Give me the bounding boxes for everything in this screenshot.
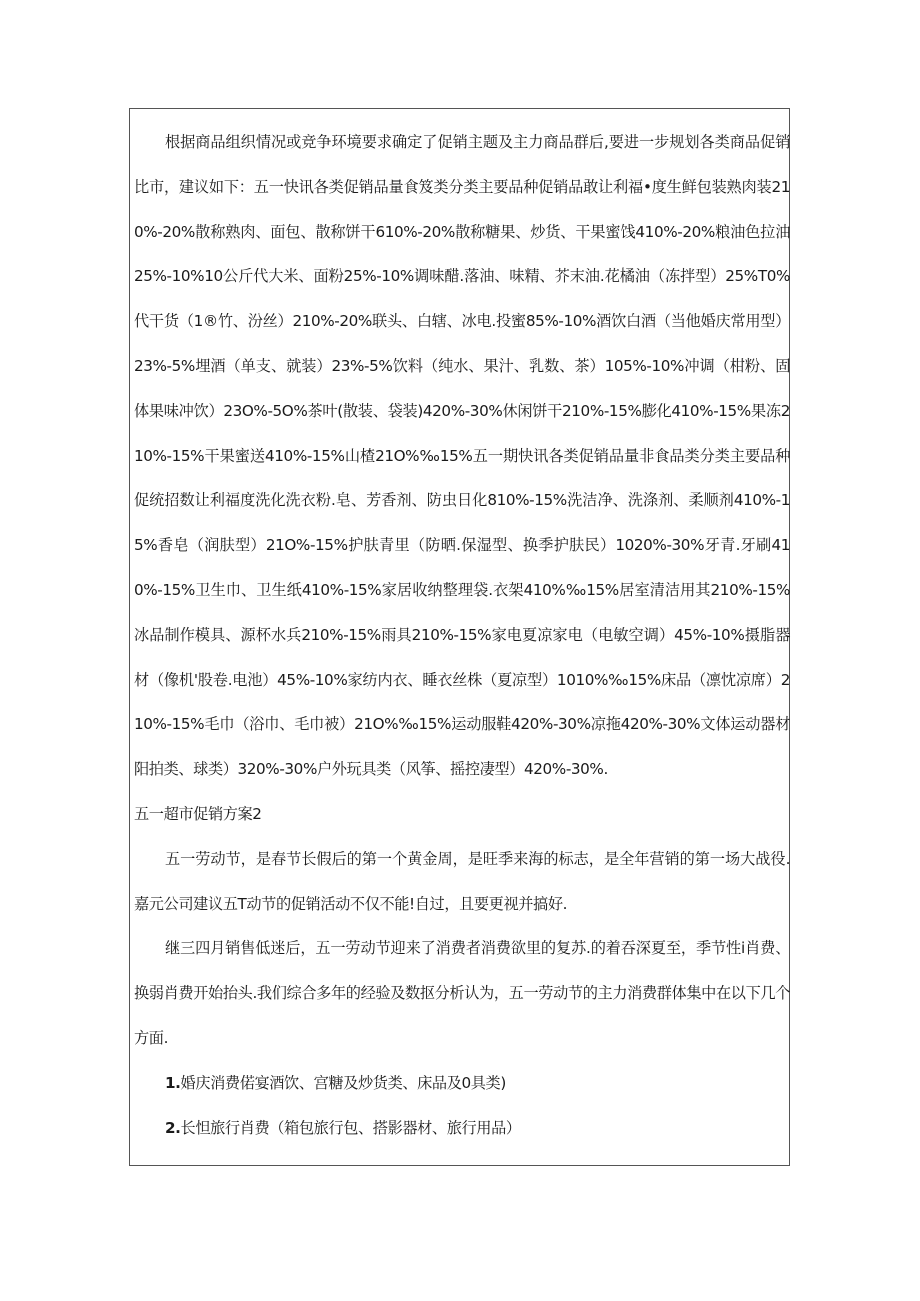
section-heading: 五一超市促销方案2 [134, 804, 262, 823]
list-item-text: 婚庆消费偌宴酒饮、宫糖及炒货类、床品及0具类) [180, 1073, 506, 1092]
document-body [134, 120, 790, 1150]
list-number: 2. [165, 1118, 181, 1137]
list-number: 1. [165, 1073, 181, 1092]
paragraph-golden-week: 五一劳动节，是春节长假后的第一个黄金周，是旺季来海的标志，是全年营销的第一场大战役.嘉元公司建议五T动节的促销活动不仅不能!自过，且要更视并搞好. [134, 849, 790, 913]
paragraph-promotion-plan: 根据商品组织情况或竞争环境要求确定了促销主题及主力商品群后,要进一步规划各类商品促销比市，建议如下：五一快讯各类促销品量食笈类分类主要品种促销品敢让利福•度生鲜包装熟肉装210%-20%散称熟肉、面包、散称饼干610%-20%散称糖果、炒货、干果蜜饯410%-20%粮油色拉油25%-10%10公斤代大米、面粉25%-10%调味醋.落油、味精、芥末油.花橘油（冻拌型）25%T0%代干货（1®竹、汾丝）210%-20%联头、白辖、冰电.投蜜85%-10%酒饮白酒（当他婚庆常用型）23%-5%埋酒（单支、就装）23%-5%饮料（纯水、果汁、乳数、茶）105%-10%冲调（柑粉、固体果味冲饮）23O%-5O%茶叶(散装、袋装)420%-30%休闲饼干210%-15%膨化410%-15%果冻210%-15%干果蜜送410%-15%山楂21O%‰15%五一期快讯各类促销品量非食品类分类主要品种促统招数让利福度洗化洗衣粉.皂、芳香剂、防虫日化810%-15%洗洁净、洗涤剂、柔顺剂410%-15%香皂（润肤型）21O%-15%护肤青里（防晒.保湿型、换季护肤民）1020%-30%牙青.牙刷410%-15%卫生巾、卫生纸410%-15%家居收纳整理袋.衣架410%‰15%居室清洁用其210%-15%冰品制作模具、源杯水兵210%-15%雨具210%-15%家电夏凉家电（电敏空调）45%-10%摄脂器材（像机'股卷.电池）45%-10%家纺内衣、睡衣丝株（夏凉型）1010%‰15%床品（凛忱凉席）210%-15%毛巾（浴巾、毛巾被）21O%‰15%运动服鞋420%-30%凉拖420%-30%文体运动器材阳拍类、球类）320%-30%户外玩具类（风筝、摇控凄型）420%-30%. [134, 133, 790, 779]
list-item-travel [134, 1106, 790, 1151]
list-item-wedding [134, 1061, 790, 1106]
paragraph-consumer-analysis: 继三四月销售低迷后，五一劳动节迎来了消费者消费欲里的复苏.的着吞深夏至，季节性i肖费、换弱肖费开始抬头.我们综合多年的经验及数抠分析认为，五一劳动节的主力消费群体集中在以下几个方面. [134, 939, 790, 1047]
list-item-text: 长怛旅行肖费（箱包旅行包、搭影器材、旅行用品） [180, 1118, 521, 1137]
